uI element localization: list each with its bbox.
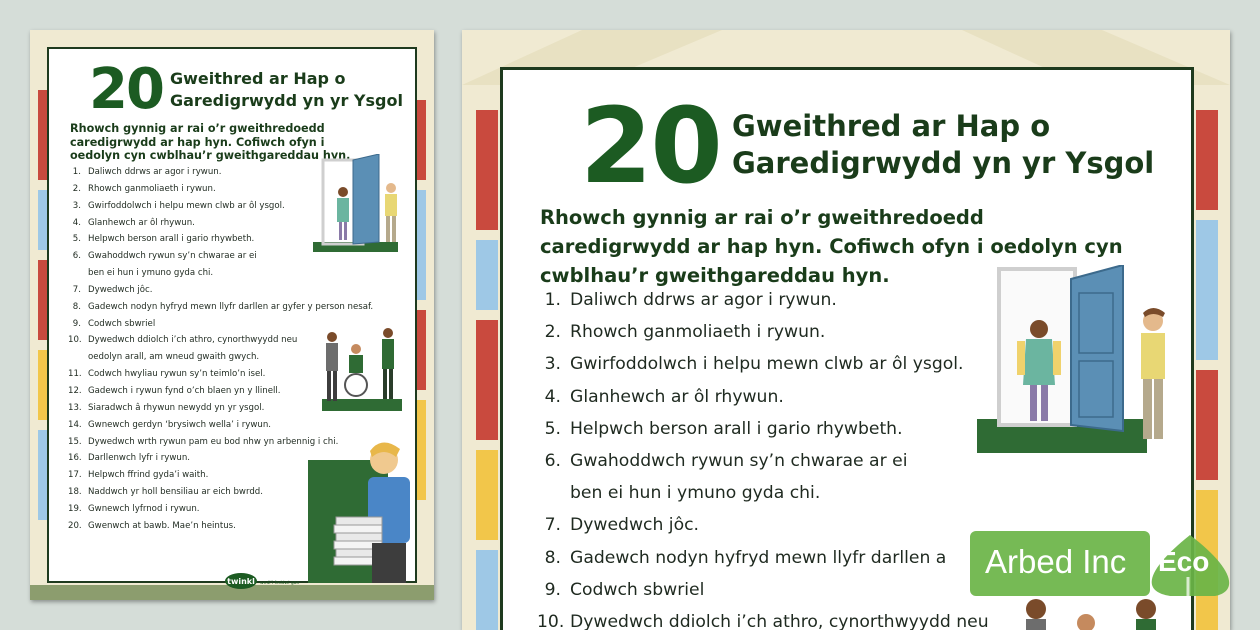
list-item-number: 7. [544,515,561,536]
poster-title-line-2: Garedigrwydd yn yr Ysgol [732,146,1155,180]
list-item-number: 4. [544,386,561,407]
list-item-number: 1. [72,167,81,177]
list-item-text: Glanhewch ar ôl rhywun. [88,217,195,228]
list-item-text: Helpwch ffrind gyda’i waith. [88,470,209,481]
poster-title [170,68,403,112]
poster-intro: Rhowch gynnig ar rai o’r gweithredoedd caredigrwydd ar hap hyn. Cofiwch ofyn i oedolyn cyn cwblhau’r gweithgareddau hyn. [70,122,351,162]
list-item-text: Rhowch ganmoliaeth i rywun. [570,322,826,343]
list-item-text: Gwenwch at bawb. Mae’n heintus. [88,520,236,531]
list-item-text: oedolyn arall, am wneud gwaith gwych. [88,352,260,363]
list-item-number: 8. [72,301,81,312]
poster-intro: Rhowch gynnig ar rai o’r gweithredoedd caredigrwydd ar hap hyn. Cofiwch ofyn i oedolyn cyn cwblhau’r gweithgareddau hyn. [540,206,1123,287]
eco-leaf-icon: Eco [1158,546,1210,577]
list-item-text: Gwahoddwch rywun sy’n chwarae ar ei [570,450,908,471]
list-item-number: 10. [68,335,82,346]
list-item-text: Dywedwch ddiolch i’ch athro, cynorthwyydd neu [570,611,989,630]
list-item-text: Codwch sbwriel [570,579,705,600]
list-item-number: 5. [544,418,561,439]
list-item-number: 10. [537,611,565,630]
svg-text:wedi'i feddwl gan: wedi'i feddwl gan [260,581,300,586]
list-item-number: 6. [72,251,81,262]
list-item-number: 13. [68,402,82,413]
list-item-text: Helpwch berson arall i gario rhywbeth. [88,234,255,245]
list-item-number: 17. [68,470,82,481]
door-illustration [313,154,408,254]
list-item-text: Gadewch nodyn hyfryd mewn llyfr darllen a [570,547,947,568]
poster-title-line-1: Gweithred ar Hap o [170,69,346,88]
list-item-number: 11. [68,369,82,380]
list-item-number: 14. [68,419,82,430]
list-item-text: ben ei hun i ymuno gyda chi. [88,268,214,279]
list-item-text: Daliwch ddrws ar agor i rywun. [88,167,222,177]
list-item-number: 7. [72,284,81,295]
list-item-number: 18. [68,487,82,498]
list-item-text: Siaradwch â rhywun newydd yn yr ysgol. [88,402,265,413]
list-item-number: 4. [72,217,81,228]
poster-title [732,108,1154,182]
list-item-text: Gwahoddwch rywun sy’n chwarae ar ei [88,251,257,262]
poster-title-line-1: Gweithred ar Hap o [732,109,1051,143]
list-item-number: 1. [544,290,561,310]
list-item-text: Gadewch nodyn hyfryd mewn llyfr darllen ar gyfer y person nesaf. [88,301,374,312]
list-item-text: Helpwch berson arall i gario rhywbeth. [570,418,903,439]
list-item-number: 20. [68,520,82,531]
list-item-number: 5. [72,234,81,245]
list-item-text: Daliwch ddrws ar agor i rywun. [570,290,837,310]
list-item-text: Codwch sbwriel [88,318,156,329]
list-item-number: 16. [68,453,82,464]
list-item-number: 12. [68,385,82,396]
list-item-text: Gwirfoddolwch i helpu mewn clwb ar ôl ysgol. [570,354,964,375]
list-item-text: Darllenwch lyfr i rywun. [88,453,191,464]
list-item-text: ben ei hun i ymuno gyda chi. [570,483,821,504]
list-item-text: Rhowch ganmoliaeth i rywun. [88,183,216,194]
poster-number: 20 [580,85,721,207]
list-item-text: Dywedwch jôc. [570,515,700,536]
list-item-number: 9. [72,318,81,329]
list-item-number: 2. [72,183,81,194]
boy-carrying-books-illustration [308,435,416,583]
list-item-number: 9. [544,579,561,600]
list-item-text: Codwch hwyliau rywun sy’n teimlo’n isel. [88,369,266,380]
list-item-text: Dywedwch wrth rywun pam eu bod nhw yn arbennig i chi. [88,436,339,447]
list-item-text: Gadewch i rywun fynd o’ch blaen yn y llinell. [88,385,281,396]
poster-thumbnail[interactable] [30,30,434,600]
list-item-number: 19. [68,503,82,514]
wheelchair-illustration [322,325,402,417]
list-item-text: Dywedwch jôc. [88,284,153,295]
list-item-number: 3. [544,354,561,375]
poster-number: 20 [89,57,163,122]
list-item-text: Gwnewch gerdyn ‘brysiwch wella’ i rywun. [88,419,272,430]
door-illustration [977,265,1172,455]
list-item-number: 2. [544,322,561,343]
list-item-number: 8. [544,547,561,568]
list-item-text: Gwirfoddolwch i helpu mewn clwb ar ôl ysgol. [88,200,285,211]
twinkl-logo [224,571,324,593]
list-item-text: Gwnewch lyfrnod i rywun. [88,503,200,514]
list-item-text: Dywedwch ddiolch i’ch athro, cynorthwyydd neu [88,335,298,346]
badge-label: Arbed Inc [985,543,1127,580]
list-item-text: Glanhewch ar ôl rhywun. [570,386,784,407]
list-item-number: 3. [72,200,81,211]
list-item-number: 6. [544,450,561,471]
list-item-number: 15. [68,436,82,447]
svg-text:twinkl: twinkl [227,577,255,586]
list-item-text: Naddwch yr holl bensiliau ar eich bwrdd. [88,487,263,498]
poster-title-line-2: Garedigrwydd yn yr Ysgol [170,91,403,110]
people-illustration [1018,595,1218,630]
